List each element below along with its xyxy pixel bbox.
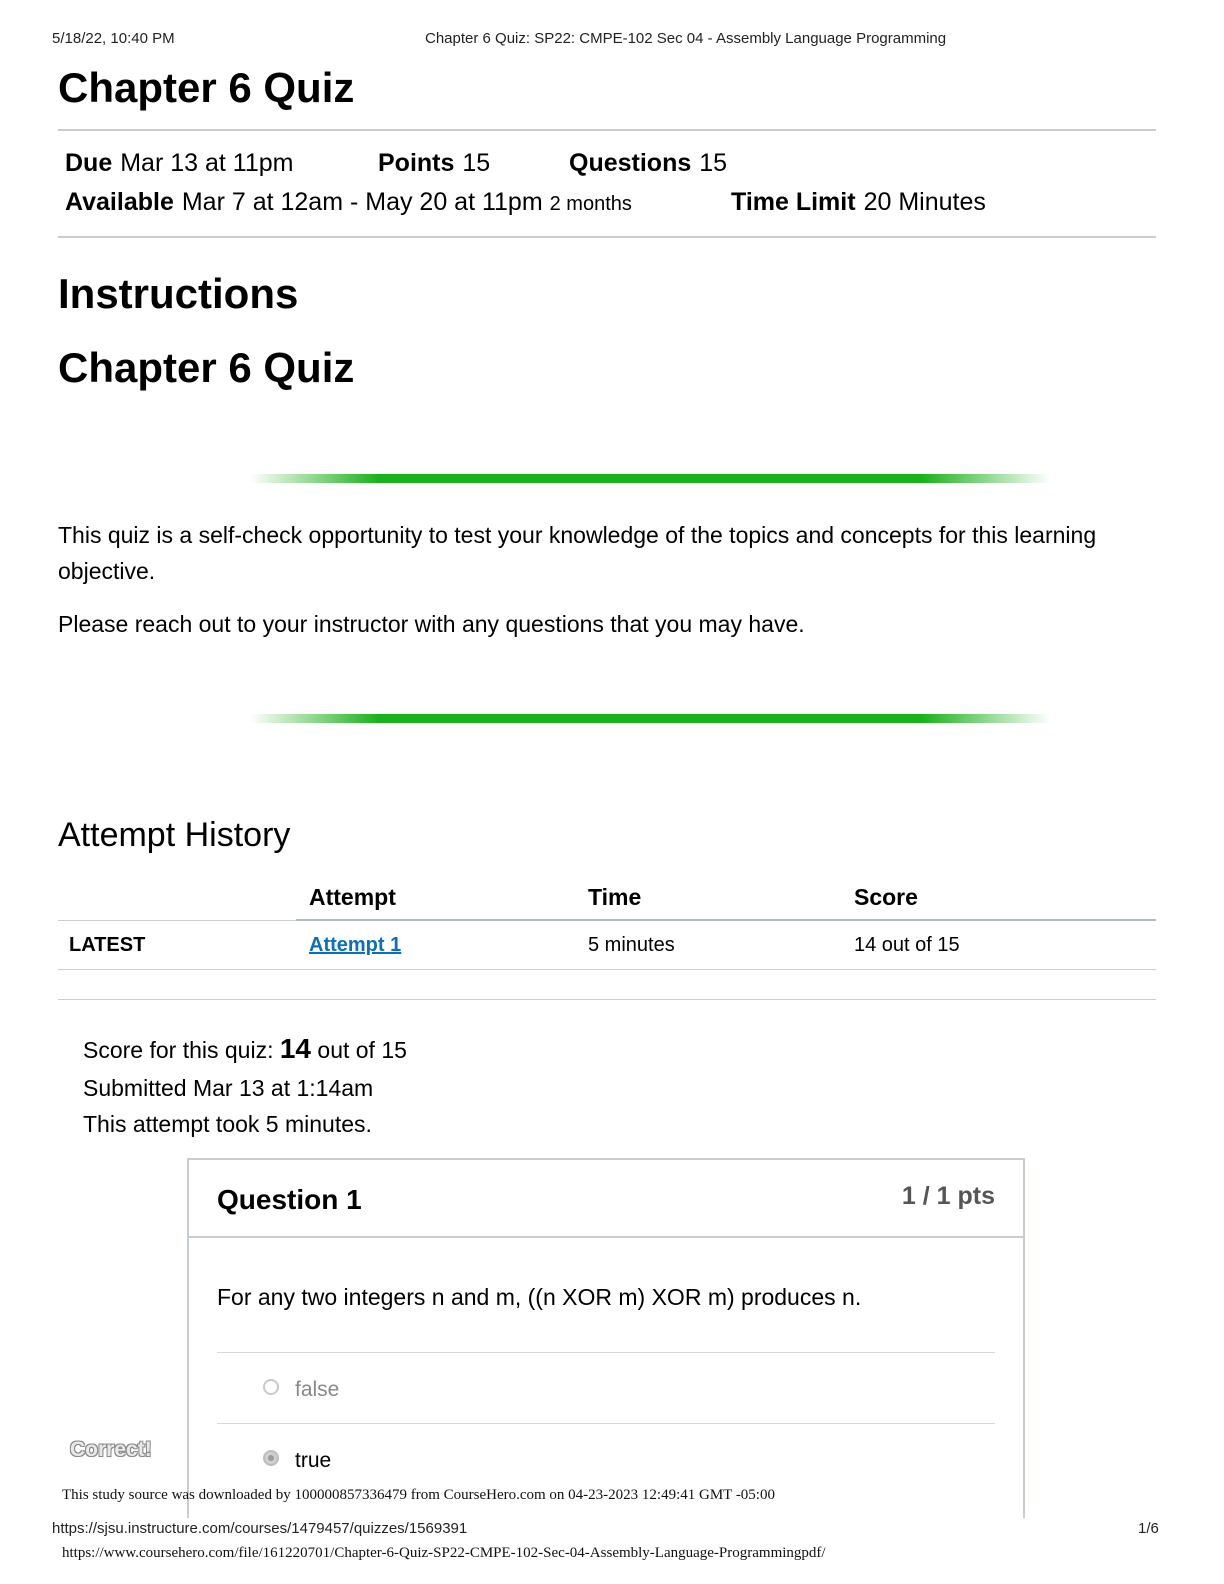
answer-divider bbox=[217, 1352, 995, 1353]
source-url: https://www.coursehero.com/file/161220701/Chapter-6-Quiz-SP22-CMPE-102-Sec-04-Assembly-Language-Programmingpdf/ bbox=[62, 1545, 826, 1561]
table-header-score: Score bbox=[854, 884, 918, 910]
questions-value: 15 bbox=[699, 149, 728, 177]
points-field bbox=[378, 149, 490, 178]
available-field bbox=[65, 188, 632, 217]
answer-divider bbox=[217, 1423, 995, 1424]
time-limit-field bbox=[731, 188, 986, 217]
answer-label: false bbox=[295, 1378, 340, 1401]
points-label: Points bbox=[378, 149, 455, 177]
quiz-title: Chapter 6 Quiz bbox=[58, 64, 355, 111]
points-value: 15 bbox=[462, 149, 491, 177]
score-value: 14 bbox=[279, 1033, 312, 1064]
divider bbox=[58, 129, 1156, 131]
answer-label: true bbox=[295, 1449, 332, 1472]
green-divider bbox=[250, 474, 1050, 483]
due-value: Mar 13 at 11pm bbox=[120, 149, 294, 177]
instructions-paragraph: Please reach out to your instructor with any questions that you may have. bbox=[58, 611, 805, 637]
print-page-title: Chapter 6 Quiz: SP22: CMPE-102 Sec 04 - Assembly Language Programming bbox=[425, 30, 947, 47]
question-card bbox=[187, 1158, 1025, 1518]
attempt-1-link[interactable]: Attempt 1 bbox=[309, 934, 402, 956]
due-label: Due bbox=[65, 149, 113, 177]
table-header-rule bbox=[58, 920, 296, 921]
table-header-attempt: Attempt bbox=[309, 884, 396, 910]
attempt-score: 14 out of 15 bbox=[854, 934, 960, 956]
table-header-time: Time bbox=[588, 884, 642, 910]
divider bbox=[58, 236, 1156, 238]
due-field bbox=[65, 149, 293, 178]
quiz-score bbox=[83, 1033, 407, 1065]
print-datetime: 5/18/22, 10:40 PM bbox=[52, 30, 175, 47]
time-limit-label: Time Limit bbox=[731, 188, 856, 216]
submitted-time: Submitted Mar 13 at 1:14am bbox=[83, 1075, 374, 1101]
instructions-heading: Instructions bbox=[58, 270, 299, 317]
available-value: Mar 7 at 12am - May 20 at 11pm bbox=[181, 188, 543, 216]
answer-option-true[interactable] bbox=[263, 1449, 563, 1479]
radio-button[interactable] bbox=[263, 1379, 279, 1395]
question-header bbox=[189, 1160, 1023, 1238]
questions-field bbox=[569, 149, 727, 178]
print-footer-url: https://sjsu.instructure.com/courses/1479457/quizzes/1569391 bbox=[52, 1520, 468, 1537]
attempt-time: 5 minutes bbox=[588, 934, 675, 956]
question-text: For any two integers n and m, ((n XOR m) XOR m) produces n. bbox=[217, 1284, 862, 1310]
divider bbox=[58, 999, 1156, 1000]
instructions-paragraph: This quiz is a self-check opportunity to test your knowledge of the topics and concepts for this learning objective. bbox=[58, 522, 1097, 584]
answer-option-false[interactable] bbox=[263, 1378, 563, 1408]
questions-label: Questions bbox=[569, 149, 692, 177]
time-limit-value: 20 Minutes bbox=[863, 188, 986, 216]
radio-button-selected[interactable] bbox=[263, 1450, 279, 1466]
table-header-rule bbox=[296, 919, 1156, 921]
download-note: This study source was downloaded by 100000857336479 from CourseHero.com on 04-23-2023 12:49:41 GMT -05:00 bbox=[62, 1487, 775, 1503]
correct-answer-flag: Correct! bbox=[70, 1438, 152, 1461]
score-prefix: Score for this quiz: bbox=[83, 1037, 274, 1063]
print-page-number: 1/6 bbox=[1138, 1520, 1159, 1537]
attempt-duration: This attempt took 5 minutes. bbox=[83, 1111, 372, 1137]
table-row-rule bbox=[58, 969, 1156, 970]
instructions-subheading: Chapter 6 Quiz bbox=[58, 344, 355, 391]
available-label: Available bbox=[65, 188, 174, 216]
score-suffix: out of 15 bbox=[317, 1037, 407, 1063]
green-divider bbox=[250, 714, 1050, 723]
available-duration: 2 months bbox=[549, 193, 632, 215]
attempt-status: LATEST bbox=[69, 934, 146, 956]
question-points: 1 / 1 pts bbox=[901, 1182, 995, 1210]
question-title: Question 1 bbox=[217, 1184, 362, 1215]
attempt-history-heading: Attempt History bbox=[58, 816, 291, 854]
